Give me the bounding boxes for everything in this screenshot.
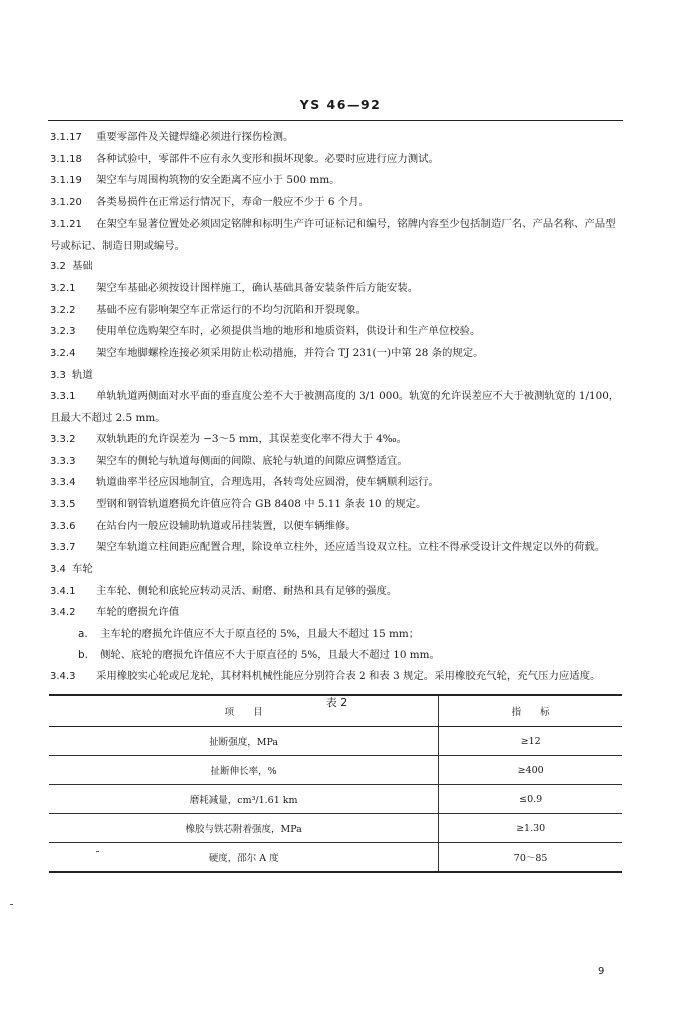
section-title: 基础 xyxy=(72,260,93,273)
clause-text: 架空车的侧轮与轨道每侧面的间隙、底轮与轨道的间隙应调整适宜。 xyxy=(96,454,408,467)
clause-text: 车轮的磨损允许值 xyxy=(96,606,180,619)
scan-speck xyxy=(10,904,13,905)
clause xyxy=(50,494,623,516)
clause-text: 各类易损件在正常运行情况下，寿命一般应不少于 6 个月。 xyxy=(96,196,369,209)
clause xyxy=(50,516,623,538)
table-cell-value: ≤0.9 xyxy=(439,785,622,814)
clause-text: 双轨轨距的允许误差为 −3～5 mm，其误差变化率不得大于 4‰。 xyxy=(96,432,408,445)
clause-text: 重要零部件及关键焊缝必须进行探伤检测。 xyxy=(96,131,294,143)
clause-number: 3.1.18 xyxy=(50,153,82,165)
clause-number: 3.1.20 xyxy=(50,197,82,209)
clause-number: 3.3.3 xyxy=(50,455,76,467)
clause xyxy=(50,581,623,603)
list-item xyxy=(50,624,623,645)
clause-text: 基础不应有影响架空车正常运行的不均匀沉陷和开裂现象。 xyxy=(96,303,367,316)
clause-text: 各种试验中，零部件不应有永久变形和损坏现象。必要时应进行应力测试。 xyxy=(96,152,439,165)
table-header-row xyxy=(49,695,622,727)
clause xyxy=(50,602,623,624)
table-cell-item: 磨耗减量，cm³/1.61 km xyxy=(49,785,439,814)
clause xyxy=(50,429,623,451)
page-number: 9 xyxy=(598,966,605,977)
clause xyxy=(50,149,623,171)
clause-text: 架空车地脚螺栓连接必须采用防止松动措施，并符合 TJ 231(一)中第 28 条的规定。 xyxy=(96,347,484,360)
clause xyxy=(50,278,623,300)
standard-number-header: YS 46—92 xyxy=(299,97,382,112)
clause-number: 3.3.1 xyxy=(50,391,76,403)
clause-number: 3.1.17 xyxy=(50,132,82,143)
section-number: 3.4 xyxy=(50,564,66,576)
header-rule xyxy=(48,120,623,121)
list-marker: b. xyxy=(78,648,88,661)
clause-text: 架空车轨道立柱间距应配置合理，除设单立柱外，还应适当设双立柱。立柱不得承受设计文件规定以外的荷载。 xyxy=(96,541,606,554)
clause-number: 3.1.19 xyxy=(50,175,82,187)
table-cell-value: ≥400 xyxy=(439,756,622,785)
clause-text: 使用单位选购架空车时，必须提供当地的地形和地质资料，供设计和生产单位校验。 xyxy=(96,325,481,338)
section-title: 轨道 xyxy=(72,368,93,381)
section-heading xyxy=(50,256,623,278)
clause-number: 3.4.1 xyxy=(50,585,76,597)
list-item xyxy=(50,645,623,666)
property-table xyxy=(49,694,622,873)
clause xyxy=(50,214,623,256)
clause xyxy=(50,343,623,365)
table-cell-item: 橡胶与铁芯附着强度，MPa xyxy=(49,814,439,843)
clause-text: 采用橡胶实心轮或尼龙轮，其材料机械性能应分别符合表 2 和表 3 规定。采用橡胶充气轮，充气压力应适度。 xyxy=(96,669,601,682)
clause xyxy=(50,386,623,428)
clause-number: 3.1.21 xyxy=(50,218,82,230)
clause-text: 型钢和钢管轨道磨损允许值应符合 GB 8408 中 5.11 条表 10 的规定。 xyxy=(96,497,427,510)
table-row xyxy=(49,814,622,843)
clause-text: 在站台内一般应设辅助轨道或吊挂装置，以便车辆维修。 xyxy=(96,519,356,532)
clause-number: 3.2.4 xyxy=(50,348,76,360)
clause xyxy=(50,300,623,322)
clause-text: 架空车基础必须按设计图样施工，确认基础具备安装条件后方能安装。 xyxy=(96,281,419,294)
clause-number: 3.2.2 xyxy=(50,304,76,316)
column-header-value: 指 标 xyxy=(439,695,622,727)
table-cell-value: ≥12 xyxy=(439,727,622,756)
table-caption: 表 2 xyxy=(325,696,348,710)
section-heading xyxy=(50,365,623,387)
clause-number: 3.4.3 xyxy=(50,670,76,682)
table-row xyxy=(49,756,622,785)
clause-number: 3.2.1 xyxy=(50,282,76,294)
document-body xyxy=(50,127,623,720)
clause-text: 轨道曲率半径应因地制宜，合理选用，各转弯处应圆滑，使车辆顺利运行。 xyxy=(96,476,439,489)
clause xyxy=(50,451,623,473)
table-row xyxy=(49,785,622,814)
table-row xyxy=(49,843,622,873)
clause xyxy=(50,192,623,214)
clause-number: 3.3.2 xyxy=(50,433,76,445)
section-number: 3.2 xyxy=(50,261,66,273)
list-marker: a. xyxy=(78,628,88,641)
table-cell-value: ≥1.30 xyxy=(439,814,622,843)
clause-number: 3.3.6 xyxy=(50,520,76,532)
section-heading xyxy=(50,559,623,581)
clause xyxy=(50,666,623,688)
clause xyxy=(50,127,623,149)
clause-text: 架空车与周围构筑物的安全距离不应小于 500 mm。 xyxy=(96,174,340,187)
clause-number: 3.3.5 xyxy=(50,498,76,510)
scan-speck xyxy=(96,851,99,852)
clause xyxy=(50,472,623,494)
table-row xyxy=(49,727,622,756)
clause xyxy=(50,170,623,192)
clause xyxy=(50,537,623,559)
table-cell-value: 70～85 xyxy=(439,843,622,873)
clause-number: 3.3.4 xyxy=(50,477,76,489)
table-cell-item: 硬度，邵尔 A 度 xyxy=(49,843,439,873)
clause-number: 3.3.7 xyxy=(50,542,76,554)
clause-number: 3.2.3 xyxy=(50,326,76,338)
clause-text: 在架空车显著位置处必须固定铭牌和标明生产许可证标记和编号，铭牌内容至少包括制造厂名、产品名称、产品型号或标记、制造日期或编号。 xyxy=(50,217,616,252)
section-number: 3.3 xyxy=(50,369,66,381)
column-header-item: 项 目 xyxy=(49,695,439,727)
list-item-text: 主车轮的磨损允许值应不大于原直径的 5%，且最大不超过 15 mm； xyxy=(100,628,420,641)
clause-number: 3.4.2 xyxy=(50,607,76,619)
clause xyxy=(50,321,623,343)
table-cell-item: 扯断伸长率，% xyxy=(49,756,439,785)
list-item-text: 侧轮、底轮的磨损允许值应不大于原直径的 5%，且最大不超过 10 mm。 xyxy=(100,648,440,661)
clause-text: 主车轮、侧轮和底轮应转动灵活、耐磨、耐热和具有足够的强度。 xyxy=(96,584,398,597)
clause-text: 单轨轨道两侧面对水平面的垂直度公差不大于被测高度的 3/1 000。轨宽的允许误差应不大于被测轨宽的 1/100，且最大不超过 2.5 mm。 xyxy=(50,390,620,425)
table-cell-item: 扯断强度，MPa xyxy=(49,727,439,756)
section-title: 车轮 xyxy=(72,563,93,576)
